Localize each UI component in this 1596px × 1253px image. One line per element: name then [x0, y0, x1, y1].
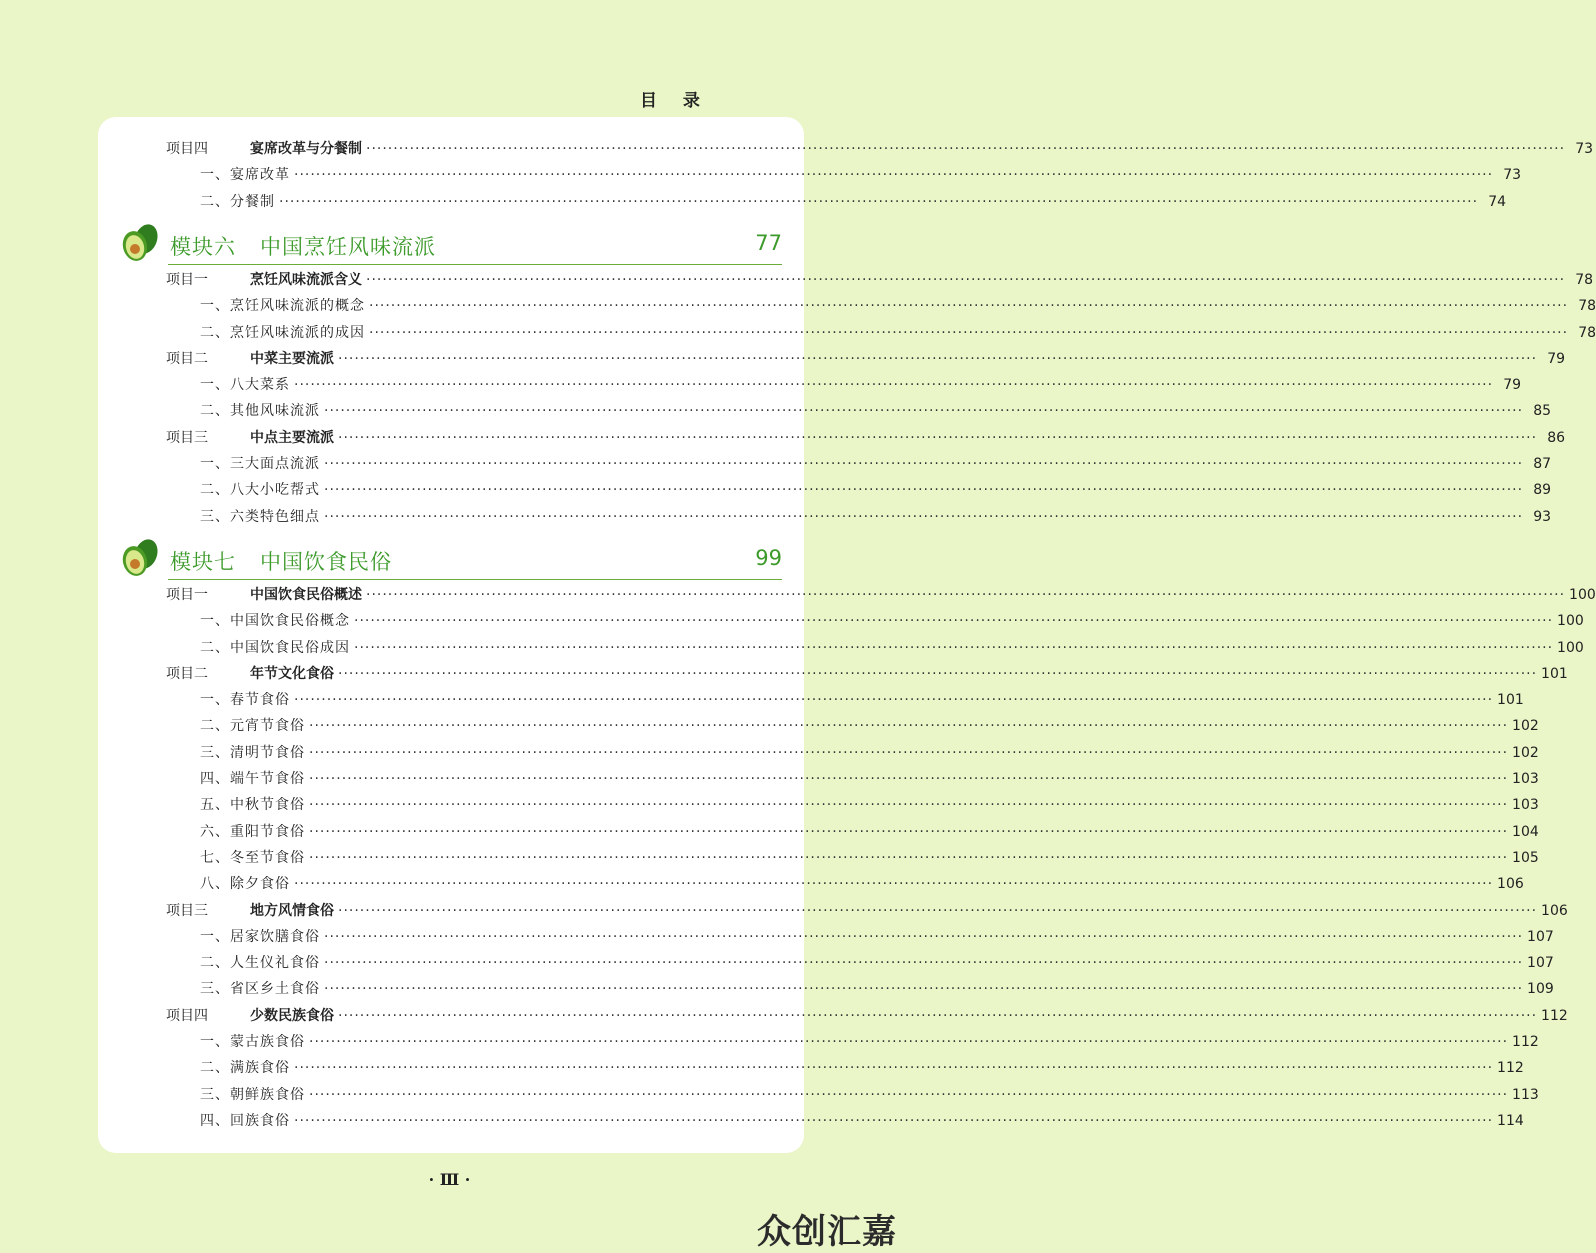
- sub-title: 一、烹饪风味流派的概念: [200, 298, 365, 315]
- entry-page: 100: [1557, 639, 1584, 656]
- sub-title: 二、满族食俗: [200, 1060, 290, 1077]
- sub-title: 一、居家饮膳食俗: [200, 928, 320, 945]
- module-page: 77: [755, 230, 782, 255]
- entry-page: 100: [1557, 613, 1584, 630]
- dot-leader: ····························································································································································································································: [369, 298, 1569, 315]
- entry-page: 78: [1575, 271, 1594, 288]
- toc-sub-entry[interactable]: [166, 792, 1539, 814]
- module-title: 中国烹饪风味流派: [260, 234, 436, 259]
- entry-page: 104: [1512, 823, 1539, 840]
- entry-page: 106: [1497, 876, 1524, 893]
- dot-leader: ····························································································································································································································: [309, 718, 1509, 735]
- toc-section-entry[interactable]: [166, 136, 1594, 158]
- dot-leader: ····························································································································································································································: [338, 1007, 1538, 1024]
- sub-title: 三、六类特色细点: [200, 508, 320, 525]
- toc-section-entry[interactable]: [166, 267, 1594, 289]
- dot-leader: ····························································································································································································································: [294, 876, 1494, 893]
- module-label: 模块七: [170, 549, 236, 574]
- entry-page: 100: [1569, 586, 1596, 603]
- sub-title: 二、烹饪风味流派的成因: [200, 324, 365, 341]
- dot-leader: ····························································································································································································································: [309, 1034, 1509, 1050]
- dot-leader: ····························································································································································································································: [324, 403, 1524, 420]
- sub-title: 四、端午节食俗: [200, 771, 305, 787]
- entry-page: 107: [1527, 928, 1554, 945]
- toc-sub-entry[interactable]: [166, 162, 1522, 184]
- dot-leader: ····························································································································································································································: [366, 586, 1566, 603]
- toc-sub-entry[interactable]: [166, 740, 1539, 762]
- dot-leader: ····························································································································································································································: [324, 981, 1524, 998]
- dot-leader: ····························································································································································································································: [366, 271, 1566, 288]
- sub-title: 一、春节食俗: [200, 692, 290, 709]
- dot-leader: ····························································································································································································································: [338, 350, 1538, 367]
- module-underline: [168, 264, 782, 265]
- dot-leader: ····························································································································································································································: [324, 482, 1524, 499]
- dot-leader: ····························································································································································································································: [309, 849, 1509, 866]
- dot-leader: ····························································································································································································································: [294, 167, 1494, 184]
- entry-page: 101: [1497, 692, 1524, 709]
- entry-page: 89: [1533, 482, 1552, 499]
- entry-page: 113: [1512, 1086, 1539, 1103]
- toc-sub-entry[interactable]: [166, 819, 1539, 841]
- section-title: 中国饮食民俗概述: [250, 586, 362, 603]
- toc-sub-entry[interactable]: [166, 976, 1554, 998]
- dot-leader: ····························································································································································································································: [309, 823, 1509, 840]
- entry-page: 101: [1541, 665, 1568, 682]
- toc-sub-entry[interactable]: [166, 1108, 1524, 1130]
- dot-leader: ····························································································································································································································: [309, 1086, 1509, 1103]
- sub-title: 二、分餐制: [200, 193, 275, 210]
- avocado-icon: [120, 536, 166, 580]
- section-prefix: 项目四: [166, 1007, 208, 1024]
- toc-sub-entry[interactable]: [166, 1029, 1539, 1051]
- dot-leader: ····························································································································································································································: [294, 1112, 1494, 1129]
- dot-leader: ····························································································································································································································: [279, 193, 1479, 210]
- toc-sub-entry[interactable]: [166, 871, 1524, 893]
- avocado-icon: [120, 221, 166, 265]
- module-label: 模块六: [170, 234, 236, 259]
- toc-module-heading[interactable]: [120, 221, 782, 265]
- sub-title: 七、冬至节食俗: [200, 849, 305, 866]
- dot-leader: ····························································································································································································································: [294, 1060, 1494, 1077]
- page-number: · Ⅲ ·: [428, 1170, 471, 1189]
- section-prefix: 项目三: [166, 429, 208, 446]
- page-header-title: 目 录: [640, 91, 710, 111]
- sub-title: 一、宴席改革: [200, 167, 290, 184]
- watermark-logo: 众创汇嘉: [757, 1212, 897, 1252]
- toc-sub-entry[interactable]: [166, 504, 1552, 526]
- entry-page: 93: [1533, 508, 1552, 525]
- sub-title: 二、元宵节食俗: [200, 718, 305, 735]
- toc-sub-entry[interactable]: [166, 950, 1554, 972]
- toc-sub-entry[interactable]: [166, 713, 1539, 735]
- entry-page: 79: [1503, 377, 1522, 394]
- toc-sub-entry[interactable]: [166, 320, 1596, 342]
- sub-title: 一、中国饮食民俗概念: [200, 613, 350, 630]
- dot-leader: ····························································································································································································································: [294, 692, 1494, 709]
- section-prefix: 项目二: [166, 665, 208, 682]
- entry-page: 103: [1512, 771, 1539, 787]
- entry-page: 112: [1541, 1007, 1568, 1024]
- toc-section-entry[interactable]: [166, 898, 1568, 920]
- section-title: 少数民族食俗: [250, 1007, 334, 1024]
- entry-page: 73: [1503, 167, 1522, 184]
- section-prefix: 项目二: [166, 350, 208, 367]
- toc-sub-entry[interactable]: [166, 372, 1522, 394]
- toc-sub-entry[interactable]: [166, 924, 1554, 946]
- toc-section-entry[interactable]: [166, 661, 1568, 683]
- dot-leader: ····························································································································································································································: [324, 928, 1524, 945]
- entry-page: 73: [1575, 141, 1594, 157]
- toc-sub-entry[interactable]: [166, 1082, 1539, 1104]
- dot-leader: ····························································································································································································································: [369, 324, 1569, 341]
- dot-leader: ····························································································································································································································: [354, 639, 1554, 656]
- sub-title: 八、除夕食俗: [200, 876, 290, 893]
- section-title: 年节文化食俗: [250, 665, 334, 682]
- entry-page: 109: [1527, 981, 1554, 998]
- entry-page: 86: [1547, 429, 1566, 446]
- entry-page: 102: [1512, 744, 1539, 761]
- module-title: 中国饮食民俗: [260, 549, 392, 574]
- toc-section-entry[interactable]: [166, 582, 1596, 604]
- sub-title: 三、清明节食俗: [200, 744, 305, 761]
- sub-title: 六、重阳节食俗: [200, 823, 305, 840]
- dot-leader: ····························································································································································································································: [309, 771, 1509, 787]
- dot-leader: ····························································································································································································································: [324, 456, 1524, 472]
- section-prefix: 项目四: [166, 141, 208, 157]
- section-title: 中点主要流派: [250, 429, 334, 446]
- section-title: 中菜主要流派: [250, 350, 334, 367]
- sub-title: 一、八大菜系: [200, 377, 290, 394]
- section-prefix: 项目三: [166, 902, 208, 919]
- sub-title: 四、回族食俗: [200, 1112, 290, 1129]
- section-title: 宴席改革与分餐制: [250, 141, 362, 157]
- sub-title: 五、中秋节食俗: [200, 797, 305, 814]
- dot-leader: ····························································································································································································································: [324, 955, 1524, 972]
- sub-title: 二、人生仪礼食俗: [200, 955, 320, 972]
- toc-sub-entry[interactable]: [166, 398, 1552, 420]
- entry-page: 114: [1497, 1112, 1524, 1129]
- toc-sub-entry[interactable]: [166, 451, 1552, 473]
- sub-title: 一、蒙古族食俗: [200, 1034, 305, 1050]
- toc-section-entry[interactable]: [166, 425, 1566, 447]
- toc-module-heading[interactable]: [120, 536, 782, 580]
- sub-title: 二、中国饮食民俗成因: [200, 639, 350, 656]
- entry-page: 74: [1488, 193, 1507, 210]
- section-title: 烹饪风味流派含义: [250, 271, 362, 288]
- toc-sub-entry[interactable]: [166, 845, 1539, 867]
- entry-page: 112: [1512, 1034, 1539, 1050]
- entry-page: 79: [1547, 350, 1566, 367]
- entry-page: 107: [1527, 955, 1554, 972]
- sub-title: 三、朝鲜族食俗: [200, 1086, 305, 1103]
- section-prefix: 项目一: [166, 271, 208, 288]
- entry-page: 78: [1578, 298, 1596, 315]
- toc-section-entry[interactable]: [166, 1003, 1568, 1025]
- entry-page: 85: [1533, 403, 1552, 420]
- dot-leader: ····························································································································································································································: [338, 665, 1538, 682]
- dot-leader: ····························································································································································································································: [366, 141, 1566, 157]
- sub-title: 二、八大小吃帮式: [200, 482, 320, 499]
- toc-sub-entry[interactable]: [166, 635, 1584, 657]
- entry-page: 102: [1512, 718, 1539, 735]
- dot-leader: ····························································································································································································································: [294, 377, 1494, 394]
- dot-leader: ····························································································································································································································: [338, 902, 1538, 919]
- toc-sub-entry[interactable]: [166, 687, 1524, 709]
- dot-leader: ····························································································································································································································: [324, 508, 1524, 525]
- section-title: 地方风情食俗: [250, 902, 334, 919]
- dot-leader: ····························································································································································································································: [354, 613, 1554, 630]
- dot-leader: ····························································································································································································································: [309, 744, 1509, 761]
- sub-title: 二、其他风味流派: [200, 403, 320, 420]
- toc-sub-entry[interactable]: [166, 608, 1584, 630]
- module-page: 99: [755, 545, 782, 570]
- toc-section-entry[interactable]: [166, 346, 1566, 368]
- sub-title: 三、省区乡土食俗: [200, 981, 320, 998]
- entry-page: 106: [1541, 902, 1568, 919]
- toc-sub-entry[interactable]: [166, 1055, 1524, 1077]
- entry-page: 105: [1512, 849, 1539, 866]
- module-underline: [168, 579, 782, 580]
- entry-page: 78: [1578, 324, 1596, 341]
- sub-title: 一、三大面点流派: [200, 456, 320, 472]
- dot-leader: ····························································································································································································································: [338, 429, 1538, 446]
- dot-leader: ····························································································································································································································: [309, 797, 1509, 814]
- toc-sub-entry[interactable]: [166, 293, 1596, 315]
- toc-sub-entry[interactable]: [166, 477, 1552, 499]
- section-prefix: 项目一: [166, 586, 208, 603]
- entry-page: 87: [1533, 456, 1552, 472]
- toc-sub-entry[interactable]: [166, 766, 1539, 788]
- entry-page: 103: [1512, 797, 1539, 814]
- toc-sub-entry[interactable]: [166, 189, 1507, 211]
- entry-page: 112: [1497, 1060, 1524, 1077]
